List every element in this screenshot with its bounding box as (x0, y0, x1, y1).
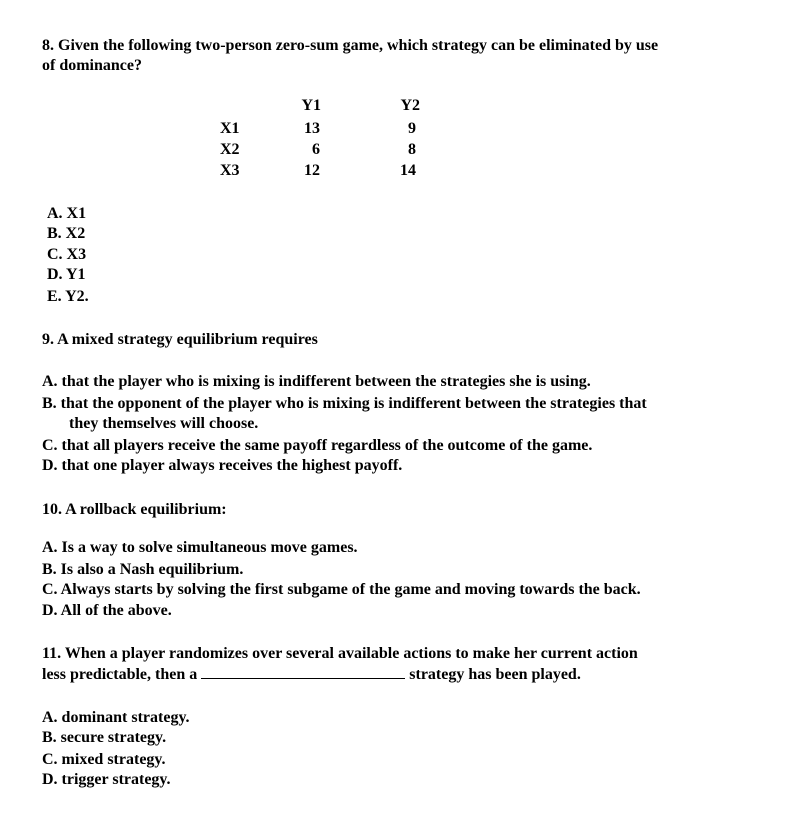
q10-option-c: C. Always starts by solving the first subgame of the game and moving towards the back. (42, 581, 641, 598)
cell-x3-y2: 14 (400, 162, 416, 179)
q11-option-d: D. trigger strategy. (42, 771, 171, 788)
row-label-x1: X1 (220, 120, 240, 137)
q9-option-c: C. that all players receive the same payoff regardless of the outcome of the game. (42, 437, 593, 454)
q10-option-b: B. Is also a Nash equilibrium. (42, 561, 244, 578)
q11-text-line2 (42, 664, 581, 685)
q9-question: 9. A mixed strategy equilibrium requires (42, 331, 318, 348)
q11-text-line1: 11. When a player randomizes over several available actions to make her current action (42, 645, 638, 662)
q11-text-after-blank: strategy has been played. (409, 666, 581, 683)
q8-text-line1: 8. Given the following two-person zero-sum game, which strategy can be eliminated by use (42, 37, 659, 54)
col-header-y1: Y1 (301, 97, 321, 114)
q8-option-a: A. X1 (47, 205, 87, 222)
q8-option-b: B. X2 (47, 225, 86, 242)
cell-x2-y1: 6 (312, 141, 320, 158)
cell-x2-y2: 8 (408, 141, 416, 158)
q10-option-d: D. All of the above. (42, 602, 172, 619)
answer-blank (201, 664, 405, 679)
row-label-x2: X2 (220, 141, 240, 158)
q11-text-before-blank: less predictable, then a (42, 666, 198, 683)
cell-x1-y1: 13 (304, 120, 320, 137)
q10-question: 10. A rollback equilibrium: (42, 501, 227, 518)
q11-option-a: A. dominant strategy. (42, 709, 190, 726)
q9-option-d: D. that one player always receives the highest payoff. (42, 457, 403, 474)
q8-option-c: C. X3 (47, 246, 87, 263)
q9-option-b-line2: they themselves will choose. (69, 415, 259, 432)
q9-option-b-line1: B. that the opponent of the player who is mixing is indifferent between the strategies that (42, 395, 647, 412)
q11-option-b: B. secure strategy. (42, 729, 167, 746)
q11-option-c: C. mixed strategy. (42, 751, 166, 768)
q8-option-e: E. Y2. (47, 288, 89, 305)
q10-option-a: A. Is a way to solve simultaneous move games. (42, 539, 358, 556)
cell-x3-y1: 12 (304, 162, 320, 179)
q9-option-a: A. that the player who is mixing is indifferent between the strategies she is using. (42, 373, 591, 390)
row-label-x3: X3 (220, 162, 240, 179)
q8-option-d: D. Y1 (47, 266, 86, 283)
cell-x1-y2: 9 (408, 120, 416, 137)
q8-text-line2: of dominance? (42, 57, 142, 74)
col-header-y2: Y2 (400, 97, 420, 114)
